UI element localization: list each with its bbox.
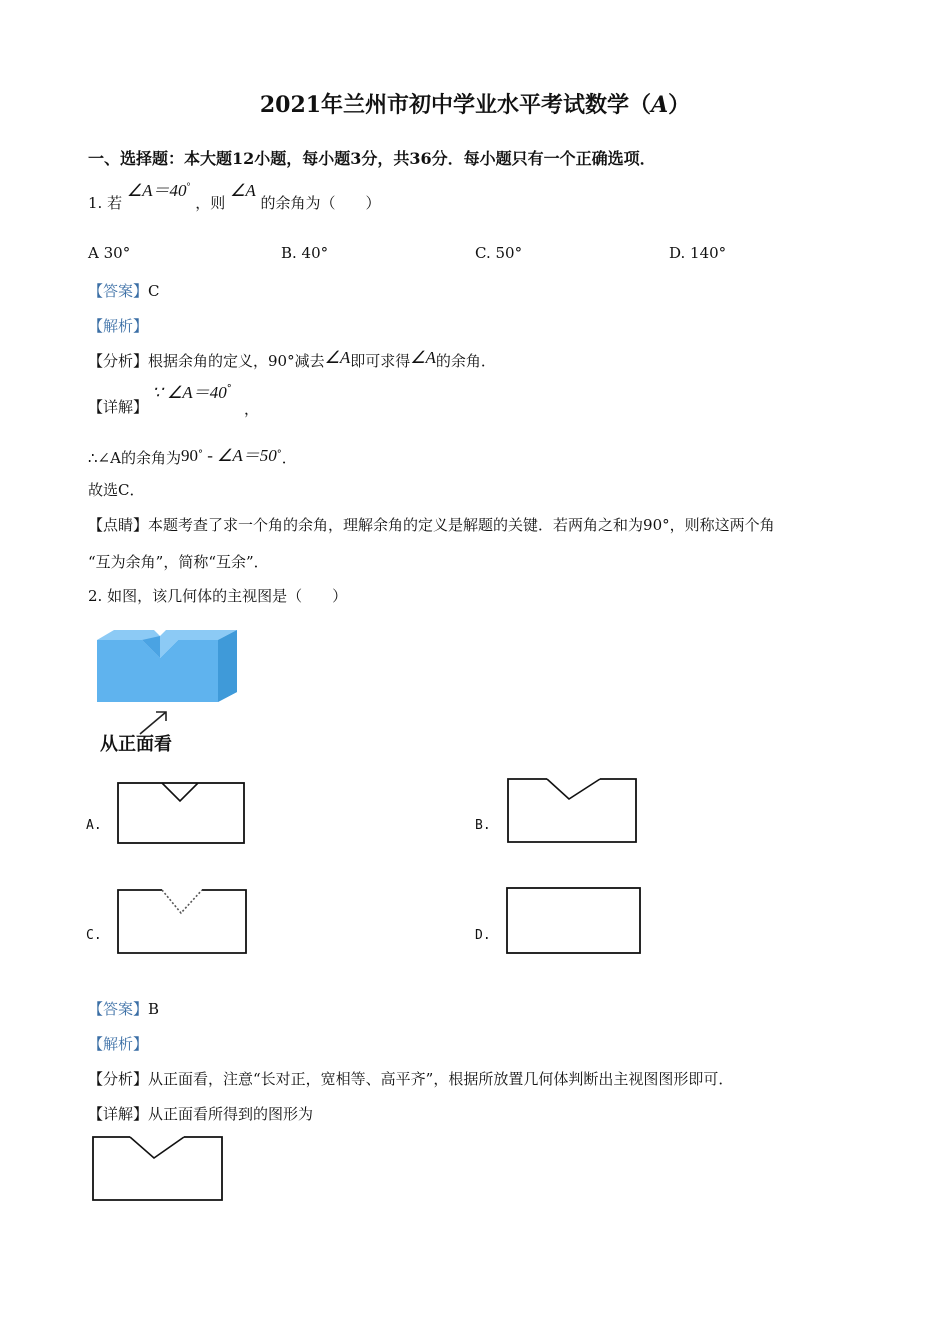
- answer-value: C: [148, 282, 160, 300]
- title-variable: A: [651, 92, 669, 118]
- solid-figure: [94, 624, 244, 710]
- q1-analysis: 【分析】根据余角的定义，90°减去∠A即可求得∠A的余角．: [88, 348, 496, 370]
- q2-option-b-figure: [505, 776, 641, 846]
- angle-a-math: ∠A: [410, 348, 436, 367]
- page-title: [0, 88, 950, 119]
- q2-stem: 2. 如图，该几何体的主视图是（ ）: [88, 587, 348, 605]
- q1-detail-tag: 【详解】: [88, 398, 149, 416]
- q1-remark-2: “互为余角”，简称“互余”．: [88, 553, 269, 571]
- q2-option-b-label: B.: [475, 818, 491, 833]
- q1-angle: ∠A: [230, 181, 256, 200]
- answer-tag: 【答案】: [88, 282, 149, 300]
- remark-tag: 【点睛】: [88, 516, 149, 534]
- q1-remark-1: 【点睛】本题考查了求一个角的余角，理解余角的定义是解题的关键．若两角之和为90°，则称这两个角: [88, 516, 775, 534]
- q2-option-c-label: C.: [86, 928, 102, 943]
- analysis-tag: 【分析】: [88, 352, 149, 370]
- detail-tag: 【详解】: [88, 1105, 149, 1123]
- answer-tag: 【答案】: [88, 1000, 149, 1018]
- q2-option-a-label: A.: [86, 818, 102, 833]
- q1-number: 1. 若: [88, 194, 123, 212]
- q2-option-d-label: D.: [475, 928, 491, 943]
- q1-detail-math: ∵ ∠A＝40°: [152, 383, 232, 402]
- q1-option-a: A 30°: [88, 244, 131, 262]
- q1-therefore: ∴∠A的余角为90° - ∠A＝50°．: [88, 446, 297, 467]
- title-text: 2021年兰州市初中学业水平考试数学（: [259, 92, 652, 118]
- q2-option-d-figure: [505, 886, 643, 956]
- q1-detail-comma: ，: [244, 400, 260, 418]
- q2-option-a-figure: [116, 780, 248, 846]
- angle-a-math: ∠A: [324, 348, 351, 367]
- q2-solution-figure: [90, 1134, 226, 1204]
- view-direction-label: 从正面看: [100, 734, 172, 755]
- q1-condition: ∠A＝40°: [126, 181, 191, 200]
- q2-option-c-figure: [116, 887, 250, 957]
- q1-option-c: C. 50°: [475, 244, 523, 262]
- q1-choice: 故选C．: [88, 481, 145, 499]
- q2-analysis: 【分析】从正面看，注意“长对正，宽相等、高平齐”，根据所放置几何体判断出主视图图形即可．: [88, 1070, 734, 1088]
- solid-side-face: [218, 630, 237, 702]
- q1-mid: ，则: [195, 194, 226, 212]
- q1-option-d: D. 140°: [669, 244, 727, 262]
- q2-answer: [88, 998, 159, 1019]
- title-close: ）: [668, 92, 691, 118]
- q1-answer: [88, 280, 160, 301]
- analysis-tag: 【分析】: [88, 1070, 149, 1088]
- q1-jiexi-tag: 【解析】: [88, 317, 149, 335]
- answer-value: B: [148, 1000, 160, 1018]
- q2-jiexi-tag: 【解析】: [88, 1035, 149, 1053]
- q1-tail: 的余角为（ ）: [260, 194, 381, 212]
- section-heading: 一、选择题：本大题12小题，每小题3分，共36分．每小题只有一个正确选项．: [88, 149, 656, 168]
- q2-detail: 【详解】从正面看所得到的图形为: [88, 1105, 314, 1123]
- q1-option-b: B. 40°: [281, 244, 329, 262]
- q1-stem: [88, 181, 381, 213]
